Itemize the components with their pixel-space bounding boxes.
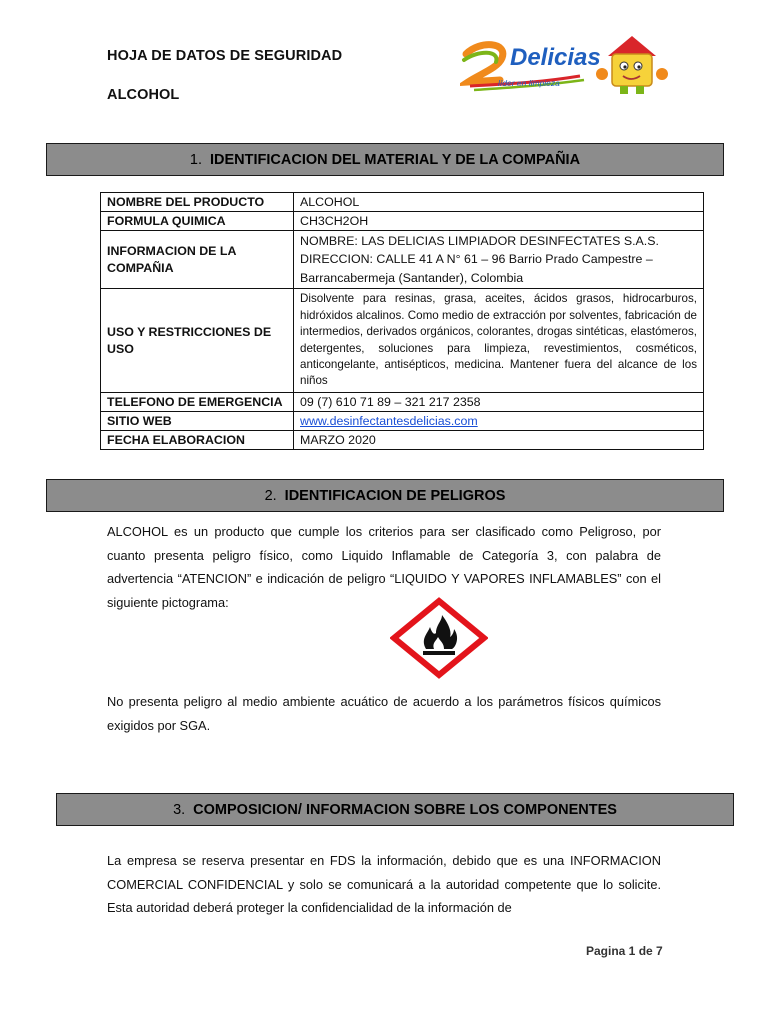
composition-paragraph: La empresa se reserva presentar en FDS la información, debido que es una INFORMACION COMERCIAL CONFIDENCIAL y solo se comunicará a la autoridad competente que lo solicite. Esta autoridad deberá proteger la confidencialidad de la información de — [107, 853, 661, 915]
product-heading: ALCOHOL — [107, 87, 180, 103]
logo-brand-text: Delicias — [510, 44, 601, 71]
logo-tagline: líder en limpieza — [498, 78, 560, 88]
row-value: ALCOHOL — [294, 193, 704, 212]
section-3-title: COMPOSICION/ INFORMACION SOBRE LOS COMPONENTES — [193, 801, 617, 818]
row-label: FORMULA QUIMICA — [101, 212, 294, 231]
table-row — [101, 412, 704, 431]
row-label: SITIO WEB — [101, 412, 294, 431]
row-label: NOMBRE DEL PRODUCTO — [101, 193, 294, 212]
table-row — [101, 193, 704, 212]
hazard-paragraph: ALCOHOL es un producto que cumple los criterios para ser clasificado como Peligroso, por cuanto presenta peligro físico, como Liquido Inflamable de Categoría 3, con palabra de advertencia “ATENCION” e indicación de peligro “LIQUIDO Y VAPORES INFLAMABLES” con el siguiente pictograma: — [107, 524, 661, 610]
row-label: INFORMACION DE LA COMPAÑIA — [101, 231, 294, 289]
section-2-number: 2. — [264, 487, 277, 504]
row-value: Disolvente para resinas, grasa, aceites, ácidos grasos, hidrocarburos, hidróxidos alcalinos. Como medio de extracción por solventes, fabricación de intermedios, derivados orgánicos, colorantes, drogas sintéticas, elastómeros, detergentes, soluciones para limpieza, revestimientos, cosméticos, anticongelante, antisépticos, medicina. Mantener fuera del alcance de los niños — [294, 289, 704, 393]
section-2-header — [46, 479, 724, 512]
environment-paragraph: No presenta peligro al medio ambiente acuático de acuerdo a los parámetros físicos químicos exigidos por SGA. — [107, 694, 661, 733]
row-value: NOMBRE: LAS DELICIAS LIMPIADOR DESINFECTATES S.A.S. DIRECCION: CALLE 41 A N° 61 – 96 Barrio Prado Campestre – Barrancabermeja (Santander), Colombia — [294, 231, 704, 289]
section-1-header — [46, 143, 724, 176]
table-row — [101, 431, 704, 450]
table-row — [101, 289, 704, 393]
row-value: CH3CH2OH — [294, 212, 704, 231]
row-value: MARZO 2020 — [294, 431, 704, 450]
table-row — [101, 212, 704, 231]
section-1-number: 1. — [189, 151, 203, 168]
row-label: USO Y RESTRICCIONES DE USO — [101, 289, 294, 393]
section-3-number: 3. — [173, 801, 186, 818]
section-2-title: IDENTIFICACION DE PELIGROS — [284, 487, 506, 504]
flame-pictogram — [390, 597, 488, 679]
emergency-phone: 09 (7) 610 71 89 – 321 217 2358 — [294, 393, 704, 412]
product-info-table — [100, 192, 704, 450]
table-row — [101, 231, 704, 289]
table-row — [101, 393, 704, 412]
row-label: TELEFONO DE EMERGENCIA — [101, 393, 294, 412]
page-number: Pagina 1 de 7 — [586, 944, 663, 958]
website-link[interactable]: www.desinfectantesdelicias.com — [300, 413, 478, 428]
document-title: HOJA DE DATOS DE SEGURIDAD — [107, 48, 343, 64]
section-3-header — [56, 793, 734, 826]
company-logo — [460, 30, 670, 100]
flame-icon — [390, 597, 488, 679]
section-1-title: IDENTIFICACION DEL MATERIAL Y DE LA COMPAÑIA — [210, 151, 581, 168]
row-label: FECHA ELABORACION — [101, 431, 294, 450]
